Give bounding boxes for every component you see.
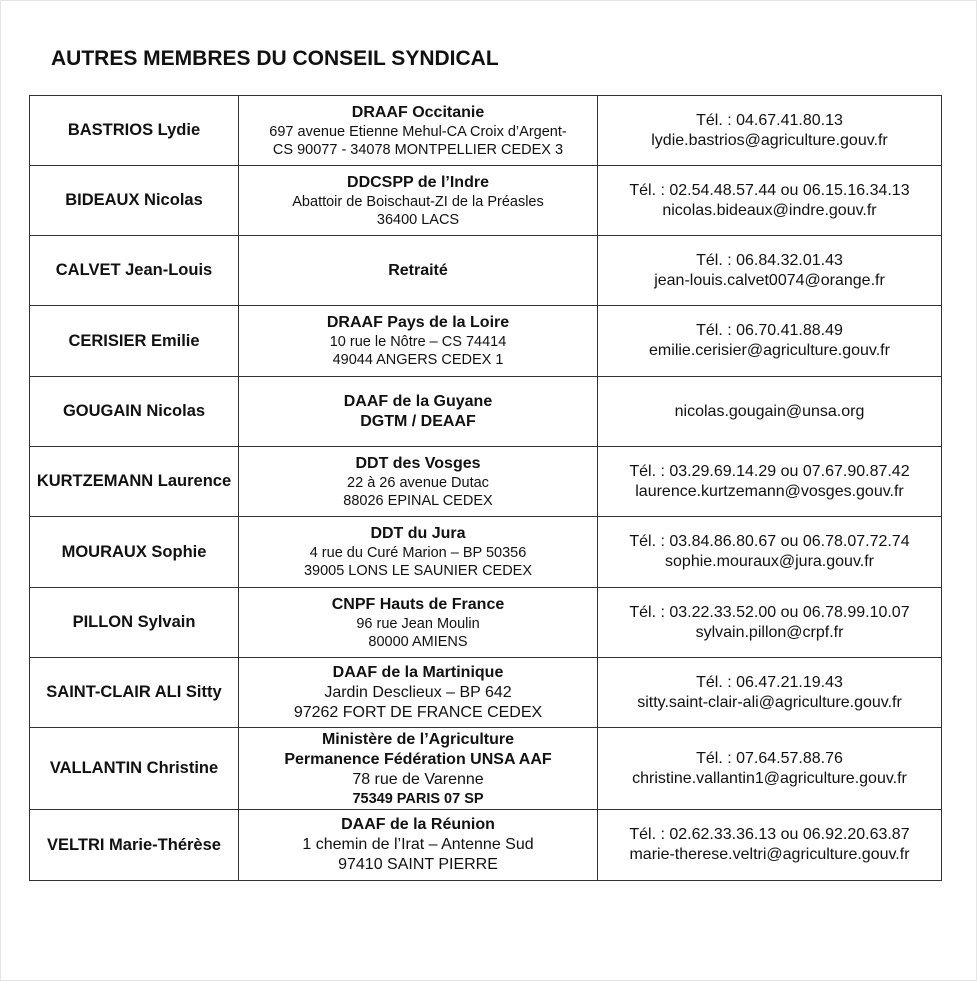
organization-name: DAAF de la Réunion: [341, 816, 495, 833]
member-name: PILLON Sylvain: [30, 588, 239, 658]
email-text: marie-therese.veltri@agriculture.gouv.fr: [629, 846, 910, 863]
table-row: [30, 588, 942, 658]
table-row: [30, 517, 942, 588]
member-organization: [239, 588, 598, 658]
member-name: BASTRIOS Lydie: [30, 96, 239, 166]
member-contact: [598, 236, 942, 306]
address-line: 97262 FORT DE FRANCE CEDEX: [293, 703, 543, 721]
email-text: emilie.cerisier@agriculture.gouv.fr: [649, 342, 890, 359]
organization-name: CNPF Hauts de France: [331, 595, 505, 613]
member-organization: [239, 166, 598, 236]
table-row: [30, 810, 942, 881]
email-text: sitty.saint-clair-ali@agriculture.gouv.fr: [637, 693, 902, 711]
member-name: MOURAUX Sophie: [30, 517, 239, 588]
table-row: [30, 728, 942, 810]
member-organization: [239, 728, 598, 810]
member-contact: [598, 306, 942, 377]
email-text: nicolas.bideaux@indre.gouv.fr: [662, 201, 877, 219]
member-organization: [239, 96, 598, 166]
email-text: lydie.bastrios@agriculture.gouv.fr: [651, 131, 888, 149]
address-line: 4 rue du Curé Marion – BP 50356: [309, 545, 527, 561]
organization-name: DRAAF Occitanie: [351, 103, 485, 121]
phone-text: Tél. : 02.54.48.57.44 ou 06.15.16.34.13: [629, 181, 910, 199]
organization-subtitle: DGTM / DEAAF: [360, 412, 476, 430]
members-table: [29, 95, 942, 881]
address-line: Jardin Desclieux – BP 642: [324, 683, 512, 701]
address-line: Abattoir de Boischaut-ZI de la Préasles: [292, 193, 544, 210]
organization-subtitle: Permanence Fédération UNSA AAF: [284, 750, 552, 768]
email-text: laurence.kurtzemann@vosges.gouv.fr: [635, 482, 904, 500]
member-name: VALLANTIN Christine: [30, 728, 239, 810]
table-row: [30, 166, 942, 236]
table-row: [30, 447, 942, 517]
phone-text: Tél. : 06.84.32.01.43: [696, 251, 843, 269]
table-row: [30, 96, 942, 166]
organization-name: Retraité: [388, 261, 448, 279]
member-contact: [598, 728, 942, 810]
member-name: GOUGAIN Nicolas: [30, 377, 239, 447]
organization-name: DAAF de la Guyane: [343, 392, 493, 410]
table-row: [30, 306, 942, 377]
member-organization: [239, 517, 598, 588]
member-name: VELTRI Marie-Thérèse: [30, 810, 239, 881]
member-organization: [239, 658, 598, 728]
organization-name: Ministère de l’Agriculture: [321, 730, 515, 748]
address-line: 36400 LACS: [376, 211, 460, 228]
phone-text: Tél. : 07.64.57.88.76: [696, 749, 843, 767]
address-line: 39005 LONS LE SAUNIER CEDEX: [303, 563, 533, 579]
address-line: 88026 EPINAL CEDEX: [343, 492, 493, 509]
member-name: BIDEAUX Nicolas: [30, 166, 239, 236]
address-line: 75349 PARIS 07 SP: [352, 790, 484, 807]
member-contact: [598, 166, 942, 236]
member-contact: [598, 810, 942, 881]
member-organization: [239, 810, 598, 881]
phone-text: Tél. : 03.29.69.14.29 ou 07.67.90.87.42: [629, 462, 910, 480]
address-line: 697 avenue Etienne Mehul-CA Croix d’Argent-: [269, 123, 567, 140]
member-name: CALVET Jean-Louis: [30, 236, 239, 306]
member-organization: [239, 306, 598, 377]
address-line: 97410 SAINT PIERRE: [338, 856, 498, 873]
member-contact: [598, 377, 942, 447]
organization-name: DRAAF Pays de la Loire: [326, 314, 510, 331]
email-text: jean-louis.calvet0074@orange.fr: [654, 271, 885, 289]
member-contact: [598, 447, 942, 517]
member-organization: [239, 447, 598, 517]
phone-text: Tél. : 04.67.41.80.13: [696, 111, 843, 129]
member-name: CERISIER Emilie: [30, 306, 239, 377]
table-row: [30, 377, 942, 447]
phone-text: Tél. : 03.22.33.52.00 ou 06.78.99.10.07: [629, 603, 910, 621]
phone-text: Tél. : 02.62.33.36.13 ou 06.92.20.63.87: [629, 826, 910, 843]
member-contact: [598, 96, 942, 166]
organization-name: DDT du Jura: [370, 525, 466, 542]
email-text: christine.vallantin1@agriculture.gouv.fr: [632, 769, 907, 787]
address-line: CS 90077 - 34078 MONTPELLIER CEDEX 3: [272, 141, 564, 158]
member-name: KURTZEMANN Laurence: [30, 447, 239, 517]
address-line: 49044 ANGERS CEDEX 1: [332, 352, 504, 368]
address-line: 10 rue le Nôtre – CS 74414: [329, 334, 507, 350]
email-text: nicolas.gougain@unsa.org: [674, 402, 865, 420]
table-row: [30, 236, 942, 306]
member-name: SAINT-CLAIR ALI Sitty: [30, 658, 239, 728]
address-line: 1 chemin de l’Irat – Antenne Sud: [302, 836, 534, 853]
member-contact: [598, 517, 942, 588]
organization-name: DDT des Vosges: [355, 454, 481, 472]
phone-text: Tél. : 06.70.41.88.49: [696, 322, 843, 339]
member-contact: [598, 658, 942, 728]
phone-text: Tél. : 03.84.86.80.67 ou 06.78.07.72.74: [629, 533, 910, 550]
address-line: 22 à 26 avenue Dutac: [347, 474, 489, 491]
address-line: 80000 AMIENS: [368, 633, 468, 650]
organization-name: DDCSPP de l’Indre: [347, 173, 489, 191]
address-line: 78 rue de Varenne: [352, 770, 484, 788]
member-organization: [239, 236, 598, 306]
email-text: sylvain.pillon@crpf.fr: [695, 623, 844, 641]
member-organization: [239, 377, 598, 447]
phone-text: Tél. : 06.47.21.19.43: [696, 673, 843, 691]
email-text: sophie.mouraux@jura.gouv.fr: [665, 553, 874, 570]
member-contact: [598, 588, 942, 658]
organization-name: DAAF de la Martinique: [332, 663, 504, 681]
table-row: [30, 658, 942, 728]
address-line: 96 rue Jean Moulin: [356, 615, 480, 632]
page-title: AUTRES MEMBRES DU CONSEIL SYNDICAL: [51, 47, 499, 70]
